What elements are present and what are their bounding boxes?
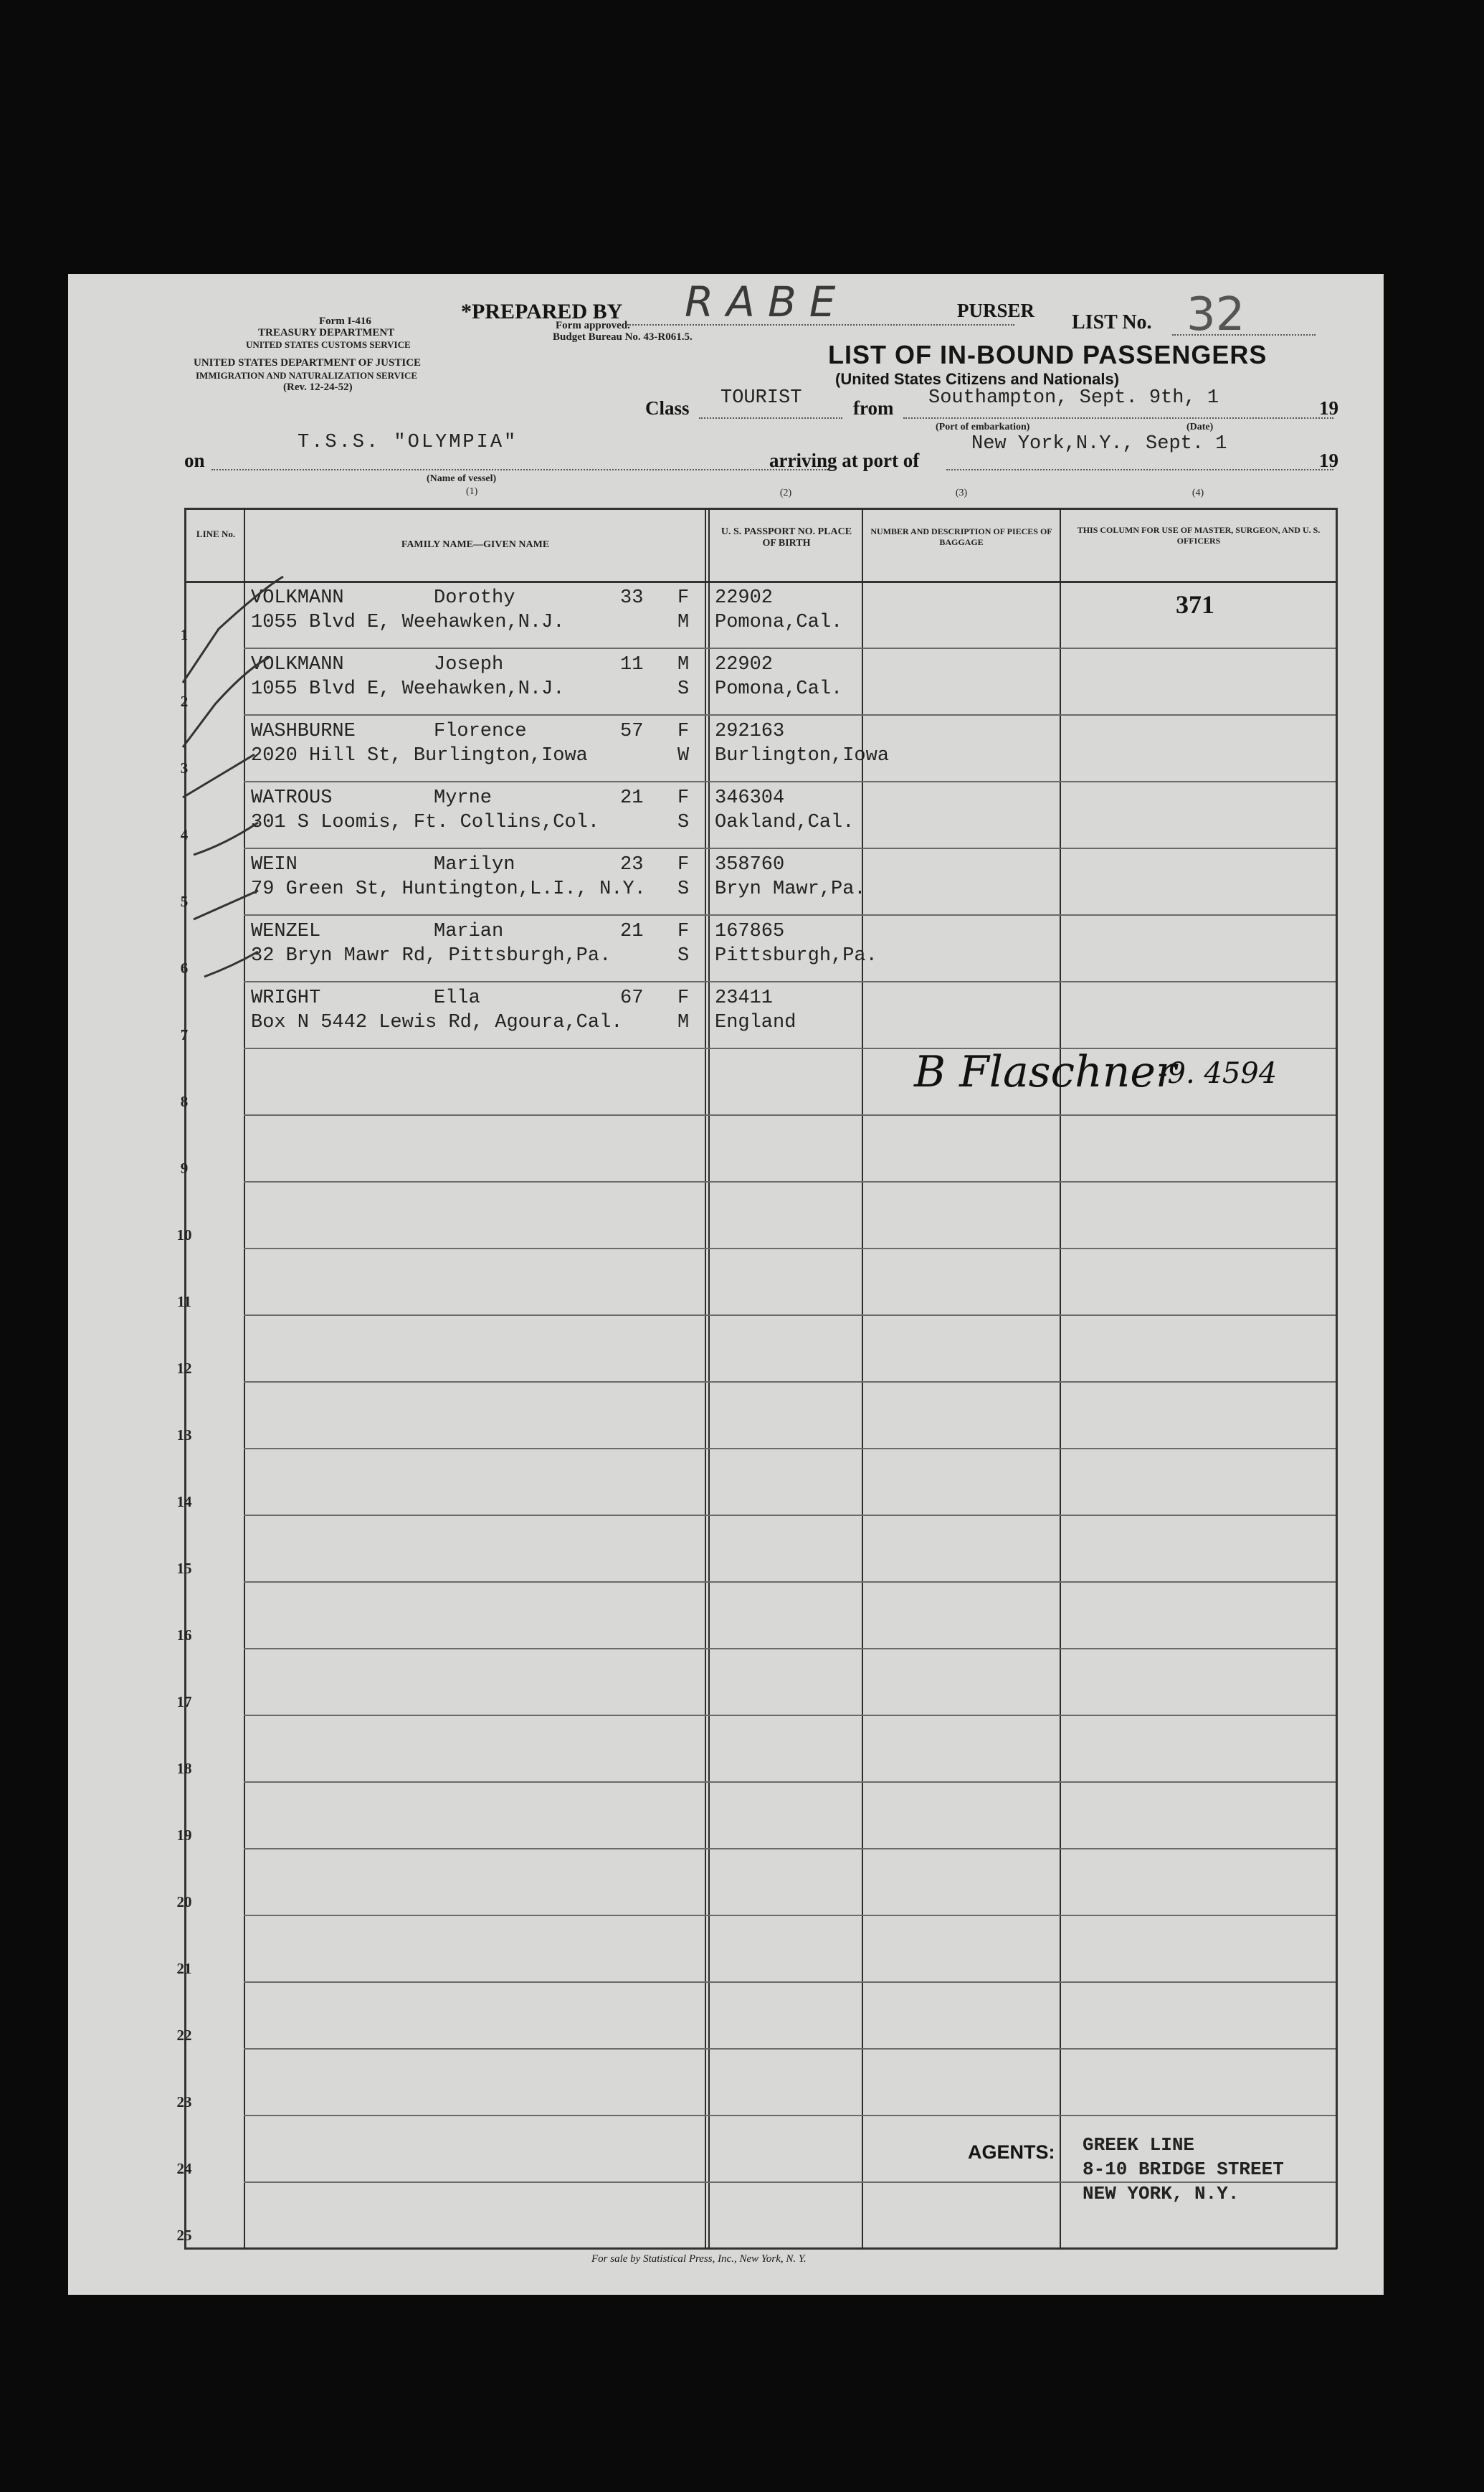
row-number: 21 — [176, 1960, 192, 1977]
row-divider — [244, 914, 1336, 916]
row-number: 15 — [176, 1560, 192, 1577]
passenger-marital-status: S — [677, 678, 690, 700]
row-divider — [244, 848, 1336, 849]
row-number: 23 — [176, 2093, 192, 2110]
vessel-name: T.S.S. "OLYMPIA" — [298, 432, 518, 453]
list-number: 32 — [1186, 288, 1245, 341]
passenger-family-name: WASHBURNE — [251, 721, 356, 742]
row-divider — [244, 1781, 1336, 1783]
year-suffix-2: 19 — [1319, 450, 1338, 471]
passenger-birthplace: Oakland,Cal. — [715, 812, 855, 833]
prepared-by-label: *PREPARED BY — [461, 300, 623, 323]
row-number: 4 — [180, 826, 189, 843]
row-divider — [244, 1114, 1336, 1116]
passenger-age: 21 — [620, 921, 644, 942]
row-divider — [244, 2048, 1336, 2050]
passenger-address: 301 S Loomis, Ft. Collins,Col. — [251, 812, 600, 833]
on-label: on — [184, 450, 205, 471]
row-number: 19 — [176, 1827, 192, 1844]
passenger-address: 1055 Blvd E, Weehawken,N.J. — [251, 678, 565, 700]
row-number: 22 — [176, 2027, 192, 2044]
footer-printer: For sale by Statistical Press, Inc., New York, N. Y. — [591, 2253, 807, 2265]
row-number: 7 — [180, 1026, 189, 1043]
row-number: 3 — [180, 759, 189, 777]
row-number: 10 — [176, 1226, 192, 1243]
row-divider — [244, 1581, 1336, 1583]
passenger-passport-number: 358760 — [715, 854, 785, 876]
agents-label: AGENTS: — [968, 2141, 1055, 2163]
passenger-address: 32 Bryn Mawr Rd, Pittsburgh,Pa. — [251, 945, 612, 967]
purser-label: PURSER — [957, 300, 1035, 321]
col-header-officers: THIS COLUMN FOR USE OF MASTER, SURGEON, AND U. S. OFFICERS — [1077, 525, 1321, 546]
passenger-passport-number: 346304 — [715, 787, 785, 809]
col-header-line-no: LINE No. — [196, 529, 236, 539]
prepared-by-signature: RABE — [685, 278, 849, 326]
passenger-sex: F — [677, 854, 690, 876]
passenger-family-name: VOLKMANN — [251, 654, 344, 676]
passenger-passport-number: 167865 — [715, 921, 785, 942]
form-revision: (Rev. 12-24-52) — [283, 382, 353, 393]
row-divider — [244, 1381, 1336, 1383]
passenger-sex: F — [677, 787, 690, 809]
agents-line-3: NEW YORK, N.Y. — [1083, 2183, 1240, 2204]
row-divider — [244, 1981, 1336, 1983]
row-divider — [244, 781, 1336, 782]
passenger-birthplace: Bryn Mawr,Pa. — [715, 878, 866, 900]
row-divider — [244, 648, 1336, 649]
row-number: 20 — [176, 1893, 192, 1910]
arrival-port-value: New York,N.Y., Sept. 1 — [971, 433, 1227, 455]
embarkation-value: Southampton, Sept. 9th, 1 — [928, 387, 1219, 409]
handwritten-signature: B Flaschner — [914, 1047, 1176, 1097]
passenger-given-name: Myrne — [434, 787, 493, 809]
row-number: 1 — [180, 626, 189, 643]
passenger-marital-status: S — [677, 878, 690, 900]
row-number: 12 — [176, 1360, 192, 1377]
row-divider — [244, 1648, 1336, 1649]
passenger-sex: F — [677, 587, 690, 609]
port-caption: (Port of embarkation) — [936, 422, 1030, 432]
row-divider — [244, 1181, 1336, 1183]
form-number: Form I-416 — [319, 316, 371, 327]
passenger-sex: M — [677, 654, 690, 676]
col-header-passport: U. S. PASSPORT NO. PLACE OF BIRTH — [720, 526, 852, 549]
row-number: 8 — [180, 1093, 189, 1110]
passenger-marital-status: S — [677, 945, 690, 967]
arriving-label: arriving at port of — [769, 450, 920, 471]
col-num-4: (4) — [1192, 488, 1204, 498]
passenger-sex: F — [677, 921, 690, 942]
form-approved: Form approved. — [556, 320, 630, 331]
passenger-sex: F — [677, 721, 690, 742]
customs-service: UNITED STATES CUSTOMS SERVICE — [246, 339, 411, 350]
passenger-age: 67 — [620, 987, 644, 1009]
department-of-justice: UNITED STATES DEPARTMENT OF JUSTICE — [194, 357, 422, 369]
passenger-address: 1055 Blvd E, Weehawken,N.J. — [251, 612, 565, 633]
agents-line-1: GREEK LINE — [1083, 2134, 1195, 2156]
passenger-family-name: WEIN — [251, 854, 298, 876]
passenger-birthplace: England — [715, 1012, 796, 1033]
passenger-age: 33 — [620, 587, 644, 609]
row-number: 25 — [176, 2227, 192, 2244]
row-number: 5 — [180, 893, 189, 910]
col-num-2: (2) — [779, 488, 792, 498]
from-label: from — [853, 397, 894, 419]
passenger-given-name: Dorothy — [434, 587, 515, 609]
passenger-passport-number: 292163 — [715, 721, 785, 742]
passenger-address: 79 Green St, Huntington,L.I., N.Y. — [251, 878, 646, 900]
passenger-given-name: Joseph — [434, 654, 504, 676]
row-divider — [244, 1515, 1336, 1516]
passenger-given-name: Marilyn — [434, 854, 515, 876]
officer-stamp-number: 371 — [1176, 590, 1214, 619]
passenger-passport-number: 22902 — [715, 654, 774, 676]
passenger-age: 21 — [620, 787, 644, 809]
row-number: 11 — [177, 1293, 191, 1310]
row-number: 2 — [180, 693, 189, 710]
col-num-3: (3) — [955, 488, 968, 498]
budget-bureau: Budget Bureau No. 43-R061.5. — [553, 331, 693, 343]
form-subtitle: (United States Citizens and Nationals) — [835, 370, 1120, 388]
passenger-age: 11 — [620, 654, 644, 676]
treasury-department: TREASURY DEPARTMENT — [258, 327, 395, 338]
passenger-marital-status: M — [677, 1012, 690, 1033]
row-divider — [244, 1448, 1336, 1449]
vessel-caption: (Name of vessel) — [427, 473, 497, 484]
row-number: 18 — [176, 1760, 192, 1777]
passenger-family-name: VOLKMANN — [251, 587, 344, 609]
passenger-passport-number: 22902 — [715, 587, 774, 609]
row-divider — [244, 1715, 1336, 1716]
passenger-marital-status: S — [677, 812, 690, 833]
passenger-birthplace: Burlington,Iowa — [715, 745, 890, 767]
passenger-family-name: WENZEL — [251, 921, 321, 942]
passenger-passport-number: 23411 — [715, 987, 774, 1009]
passenger-given-name: Florence — [434, 721, 527, 742]
date-caption: (Date) — [1186, 422, 1214, 432]
manifest-page — [68, 274, 1384, 2295]
list-no-label: LIST No. — [1072, 311, 1152, 333]
row-divider — [244, 1915, 1336, 1916]
passenger-age: 57 — [620, 721, 644, 742]
passenger-address: Box N 5442 Lewis Rd, Agoura,Cal. — [251, 1012, 623, 1033]
passenger-family-name: WATROUS — [251, 787, 333, 809]
passenger-sex: F — [677, 987, 690, 1009]
passenger-given-name: Marian — [434, 921, 504, 942]
passenger-birthplace: Pittsburgh,Pa. — [715, 945, 877, 967]
class-label: Class — [645, 397, 690, 419]
passenger-address: 2020 Hill St, Burlington,Iowa — [251, 745, 588, 767]
passenger-birthplace: Pomona,Cal. — [715, 612, 843, 633]
row-number: 13 — [176, 1426, 192, 1444]
signature-code: -9. 4594 — [1158, 1057, 1278, 1090]
passenger-age: 23 — [620, 854, 644, 876]
row-divider — [244, 1314, 1336, 1316]
vessel-caption-num: (1) — [466, 486, 478, 497]
row-divider — [244, 714, 1336, 716]
class-value: TOURIST — [720, 387, 802, 409]
passenger-marital-status: M — [677, 612, 690, 633]
form-title: LIST OF IN-BOUND PASSENGERS — [828, 340, 1267, 369]
agents-line-2: 8-10 BRIDGE STREET — [1083, 2159, 1284, 2180]
check-marks — [176, 561, 348, 1091]
passenger-marital-status: W — [677, 745, 690, 767]
year-suffix: 19 — [1319, 397, 1338, 419]
passenger-family-name: WRIGHT — [251, 987, 321, 1009]
passenger-given-name: Ella — [434, 987, 480, 1009]
row-number: 17 — [176, 1693, 192, 1710]
row-number: 9 — [180, 1160, 189, 1177]
passenger-birthplace: Pomona,Cal. — [715, 678, 843, 700]
row-number: 24 — [176, 2160, 192, 2177]
row-divider — [244, 1248, 1336, 1249]
row-number: 16 — [176, 1626, 192, 1644]
row-number: 6 — [180, 960, 189, 977]
immigration-service: IMMIGRATION AND NATURALIZATION SERVICE — [196, 370, 418, 381]
col-header-baggage: NUMBER AND DESCRIPTION OF PIECES OF BAGGAGE — [870, 526, 1052, 547]
row-divider — [244, 981, 1336, 982]
col-header-name: FAMILY NAME—GIVEN NAME — [401, 539, 550, 550]
row-number: 14 — [176, 1493, 192, 1510]
row-divider — [244, 2115, 1336, 2116]
row-divider — [244, 1848, 1336, 1849]
